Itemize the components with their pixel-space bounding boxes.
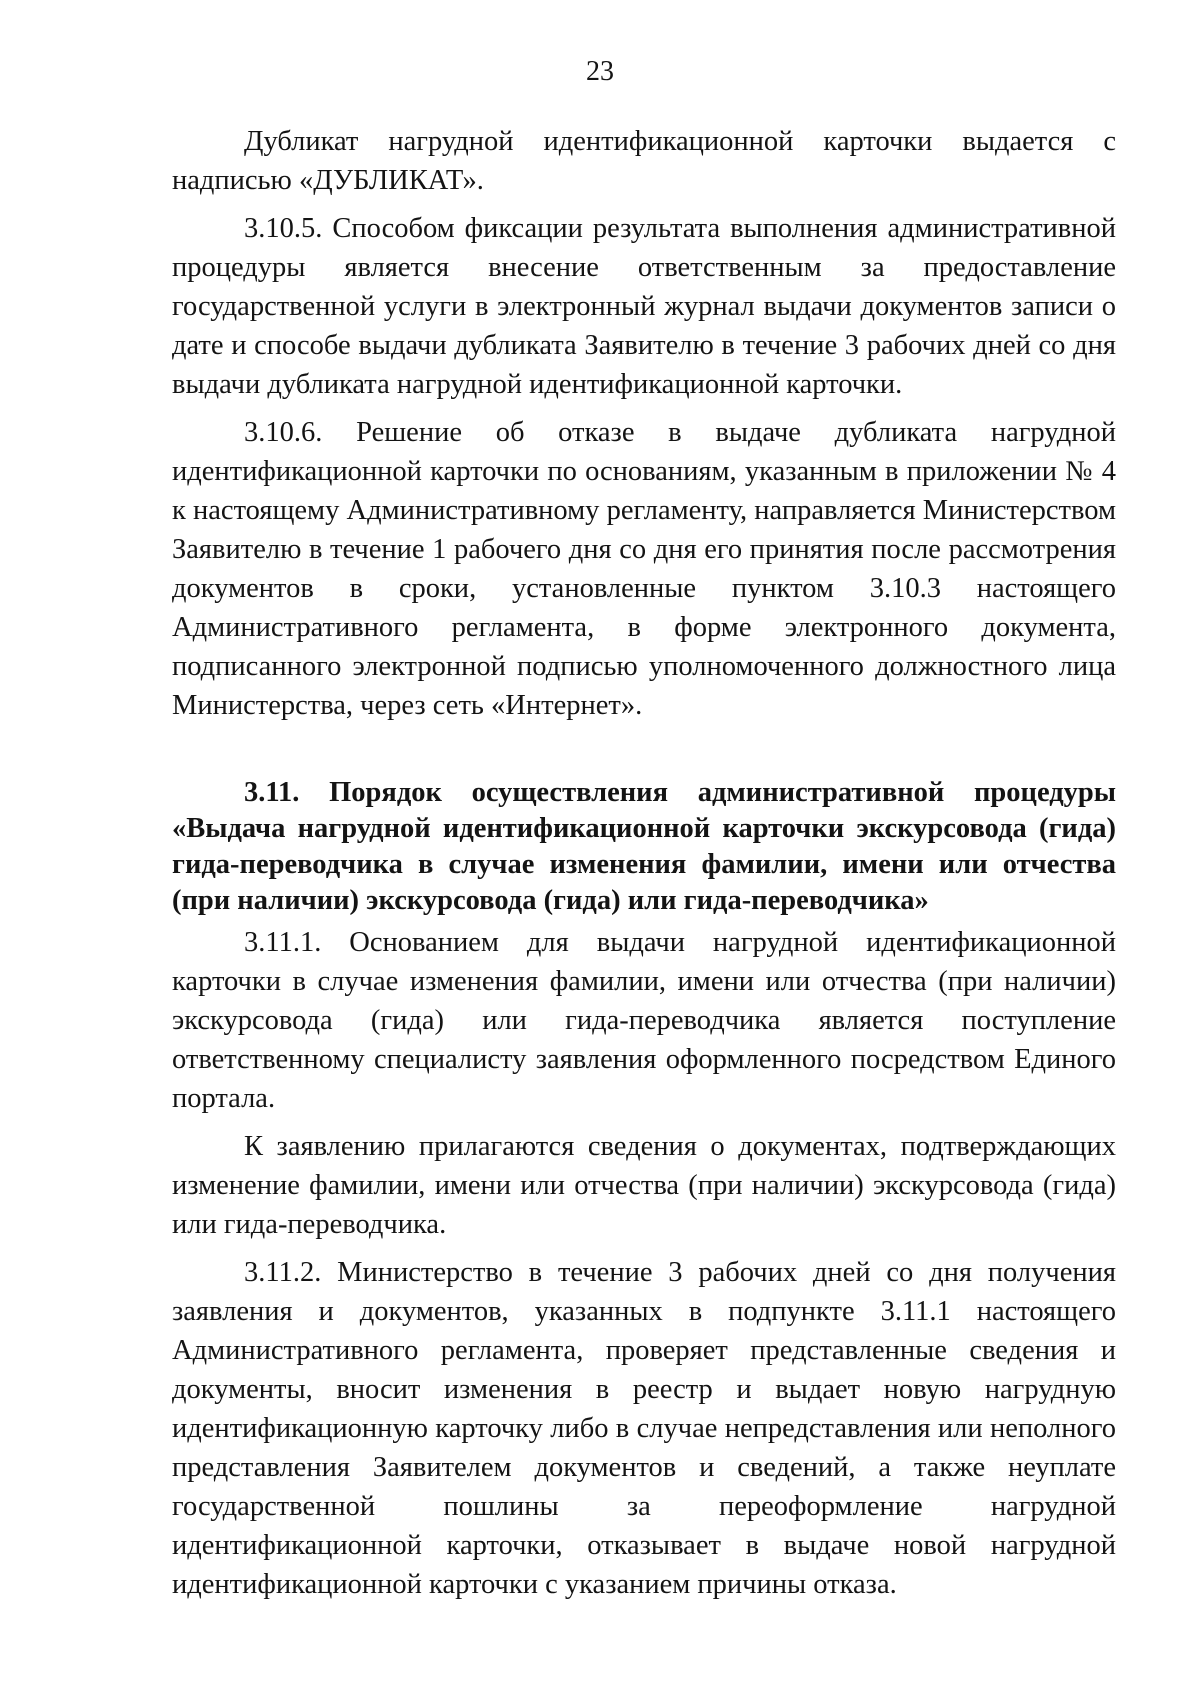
paragraph-3-11-1: 3.11.1. Основанием для выдачи нагрудной идентификационной карточки в случае изменения фамилии, имени или отчества (при наличии) экскурсовода (гида) или гида-переводчика является поступление ответственному специалисту заявления оформленного посредством Единого портала. <box>172 927 1116 1114</box>
page-number: 23 <box>586 56 614 87</box>
paragraph-duplicate-label: Дубликат нагрудной идентификационной карточки выдается с надписью «ДУБЛИКАТ». <box>172 126 1116 196</box>
section-heading-3-11: 3.11. Порядок осуществления административной процедуры «Выдача нагрудной идентификационной карточки экскурсовода (гида) гида-переводчика в случае изменения фамилии, имени или отчества (при наличии) экскурсовода (гида) или гида-переводчика» <box>172 777 1116 916</box>
document-body <box>172 122 1116 1604</box>
paragraph-3-10-5: 3.10.5. Способом фиксации результата выполнения административной процедуры является внесение ответственным за предоставление государственной услуги в электронный журнал выдачи документов записи о дате и способе выдачи дубликата Заявителю в течение 3 рабочих дней со дня выдачи дубликата нагрудной идентификационной карточки. <box>172 213 1116 400</box>
paragraph-3-11-2: 3.11.2. Министерство в течение 3 рабочих дней со дня получения заявления и документов, указанных в подпункте 3.11.1 настоящего Административного регламента, проверяет представленные сведения и документы, вносит изменения в реестр и выдает новую нагрудную идентификационную карточку либо в случае непредставления или неполного представления Заявителем документов и сведений, а также неуплате государственной пошлины за переоформление нагрудной идентификационной карточки, отказывает в выдаче новой нагрудной идентификационной карточки с указанием причины отказа. <box>172 1257 1116 1600</box>
paragraph-attachments: К заявлению прилагаются сведения о документах, подтверждающих изменение фамилии, имени или отчества (при наличии) экскурсовода (гида) или гида-переводчика. <box>172 1131 1116 1240</box>
paragraph-3-10-6: 3.10.6. Решение об отказе в выдаче дубликата нагрудной идентификационной карточки по основаниям, указанным в приложении № 4 к настоящему Административному регламенту, направляется Министерством Заявителю в течение 1 рабочего дня со дня его принятия после рассмотрения документов в сроки, установленные пунктом 3.10.3 настоящего Административного регламента, в форме электронного документа, подписанного электронной подписью уполномоченного должностного лица Министерства, через сеть «Интернет». <box>172 417 1116 721</box>
